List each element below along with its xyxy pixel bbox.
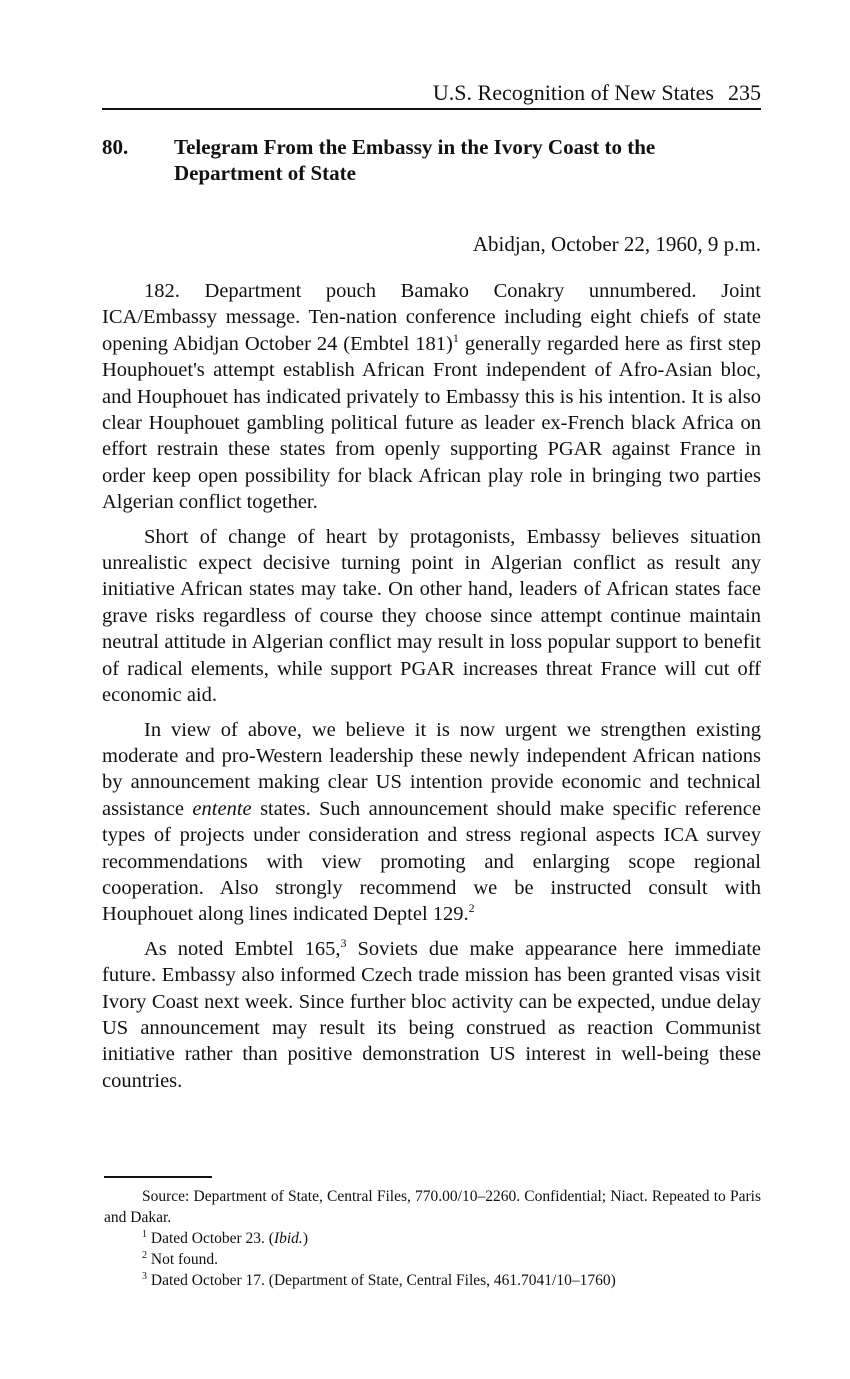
footnote-ref-3: 3 [340,935,347,950]
document-title: Telegram From the Embassy in the Ivory Coast to the Department of State [174,135,656,185]
running-header [102,78,761,110]
source-note: Source: Department of State, Central Files, 770.00/10–2260. Confidential; Niact. Repeated to Paris and Dakar. [104,1188,761,1226]
footnote-ref-1: 1 [452,330,459,345]
document-number: 80. [102,135,129,159]
footnote-2: $^2$ Not found. [142,1249,219,1268]
footnotes [104,1186,761,1291]
italic-term: entente [192,797,252,820]
paragraph-1: 182. Department pouch Bamako Conakry unnumbered. Joint ICA/Embassy message. Ten-nation conference including eight chiefs of state opening Abidjan October 24 (Embtel 181)$^1$ generally regarded here as first step Houphouet's attempt establish African Front independent of Afro-Asian bloc, and Houphouet has indicated privately to Embassy this is his intention. It is also clear Houphouet gambling political future as leader ex-French black Africa on effort restrain these states from openly supporting PGAR against France in order keep open possibility for black African play role in bringing two parties Algerian conflict together. [102,280,761,514]
footnote-1: $^1$ Dated October 23. (Ibid.) [142,1228,308,1247]
footnote-ref-2: 2 [468,901,475,916]
footnote-3: $^3$ Dated October 17. (Department of State, Central Files, 461.7041/10–1760) [142,1270,616,1289]
dateline: Abidjan, October 22, 1960, 9 p.m. [472,232,761,256]
paragraph-3: In view of above, we believe it is now urgent we strengthen existing moderate and pro-Western leadership these newly independent African nations by announcement making clear US intention provide economic and technical assistance entente states. Such announcement should make specific reference types of projects under consideration and stress regional aspects ICA survey recommendations with view promoting and enlarging scope regional cooperation. Also strongly recommend we be instructed consult with Houphouet along lines indicated Deptel 129.$^2$ [102,718,761,926]
document-title-block [102,134,761,186]
paragraph-4: As noted Embtel 165,$^3$ Soviets due make appearance here immediate future. Embassy also informed Czech trade mission has been granted visas visit Ivory Coast next week. Since further bloc activity can be expected, undue delay US announcement may result its being construed as reaction Communist initiative rather than positive demonstration US interest in well-being these countries. [102,935,761,1092]
running-title: U.S. Recognition of New States [432,80,714,105]
footnote-divider [104,1176,212,1178]
paragraph-2: Short of change of heart by protagonists, Embassy believes situation unrealistic expect decisive turning point in Algerian conflict as result any initiative African states may take. On other hand, leaders of African states face grave risks regardless of course they choose since attempt continue maintain neutral attitude in Algerian conflict may result in loss popular support to benefit of radical elements, while support PGAR increases threat France will cut off economic aid. [102,525,761,707]
telegram-body [102,278,761,1102]
page-number: 235 [728,80,761,105]
